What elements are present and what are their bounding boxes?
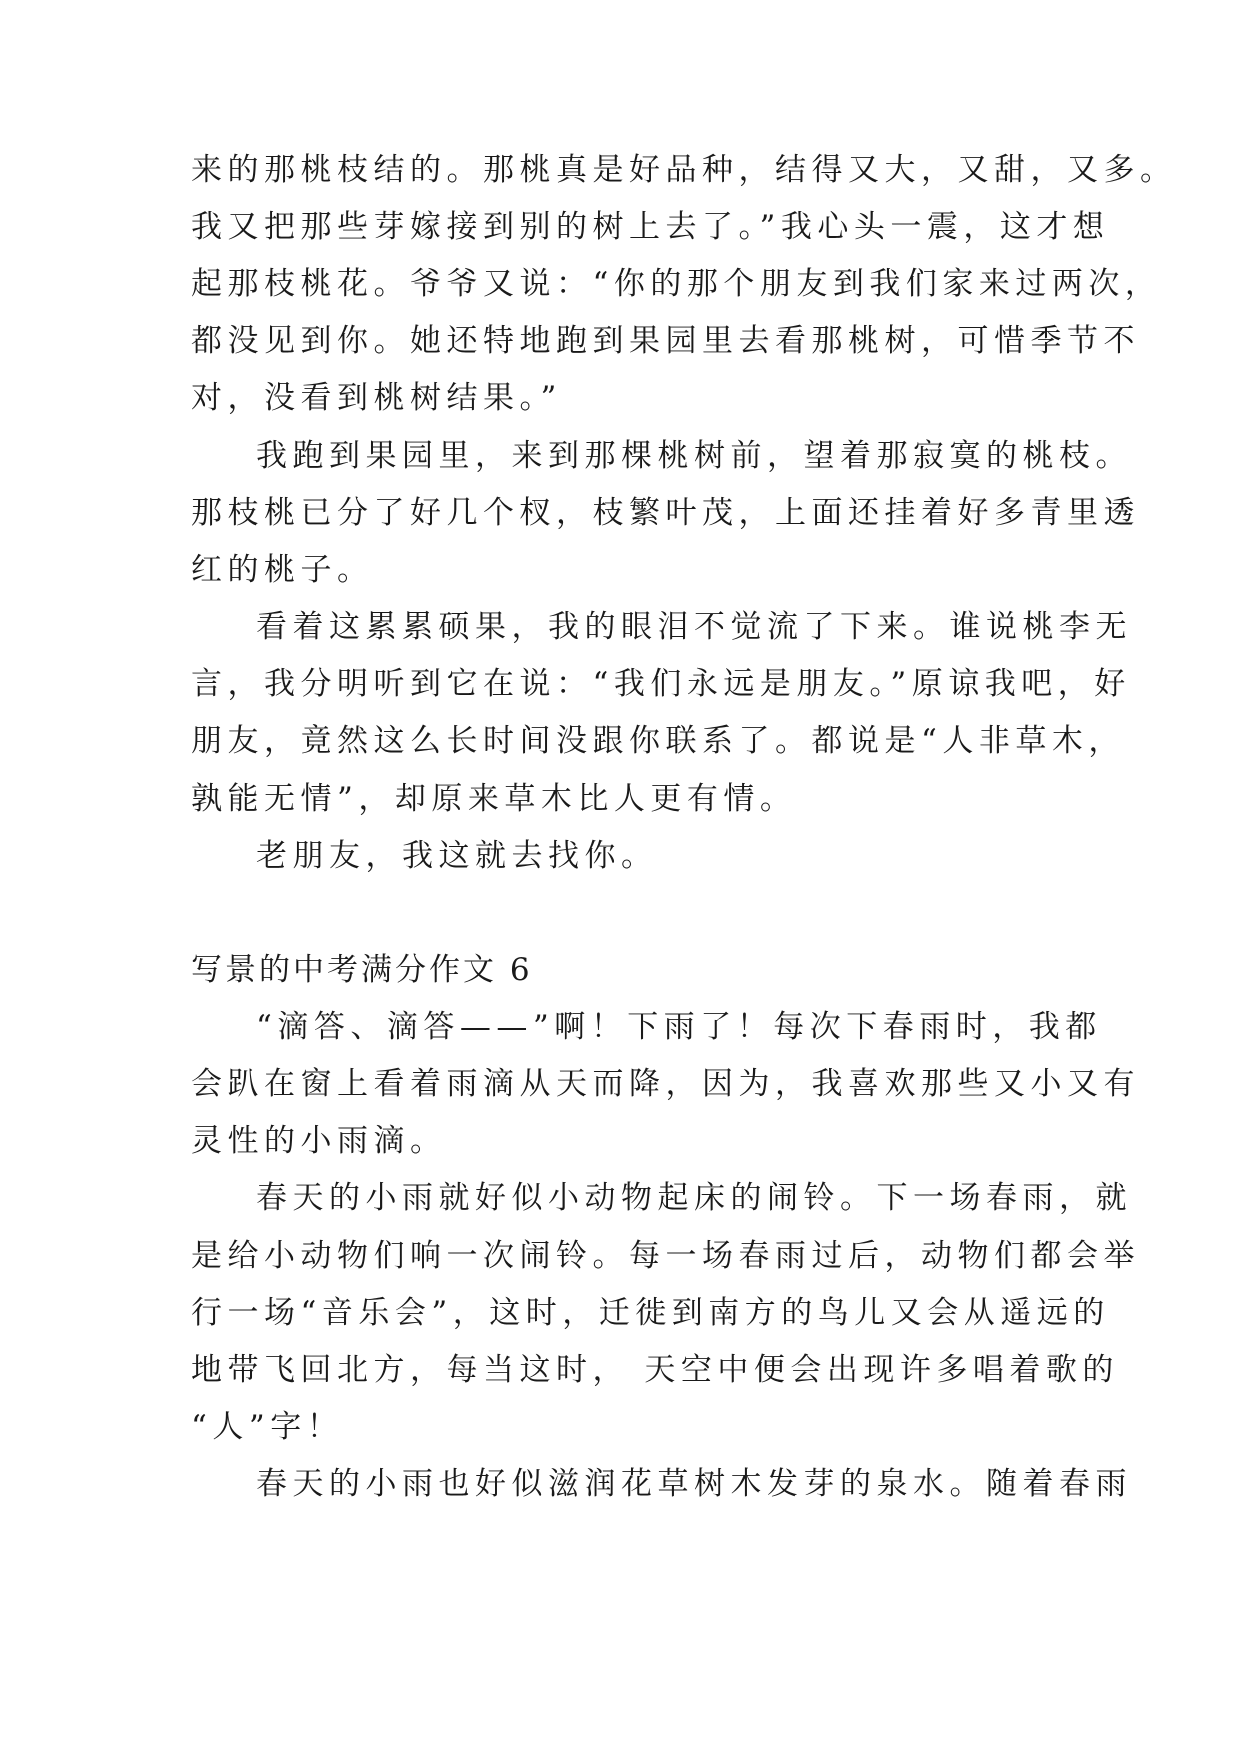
text-line: 是给小动物们响一次闹铃。每一场春雨过后，动物们都会举 — [191, 1238, 1140, 1274]
paragraph-first-line: 老朋友，我这就去找你。 — [256, 838, 658, 874]
text-line: 孰能无情”，却原来草木比人更有情。 — [191, 781, 797, 817]
text-line: 我又把那些芽嫁接到别的树上去了。”我心头一震，这才想 — [191, 209, 1110, 245]
paragraph-first-line: 我跑到果园里，来到那棵桃树前，望着那寂寞的桃枝。 — [256, 438, 1132, 474]
section-heading: 写景的中考满分作文 6 — [191, 952, 533, 988]
text-line: 都没见到你。她还特地跑到果园里去看那桃树，可惜季节不 — [191, 323, 1140, 359]
text-line: 起那枝桃花。爷爷又说：“你的那个朋友到我们家来过两次， — [191, 266, 1162, 302]
text-line: 会趴在窗上看着雨滴从天而降，因为，我喜欢那些又小又有 — [191, 1066, 1140, 1102]
text-line: “人”字！ — [191, 1409, 344, 1445]
text-line: 行一场“音乐会”，这时，迁徙到南方的鸟儿又会从遥远的 — [191, 1295, 1110, 1331]
text-line: 灵性的小雨滴。 — [191, 1123, 447, 1159]
paragraph-first-line: “滴答、滴答——”啊！下雨了！每次下春雨时，我都 — [256, 1009, 1102, 1045]
text-line: 对，没看到桃树结果。” — [191, 380, 562, 416]
text-line: 来的那桃枝结的。那桃真是好品种，结得又大，又甜，又多。 — [191, 152, 1177, 188]
paragraph-first-line: 春天的小雨也好似滋润花草树木发芽的泉水。随着春雨 — [256, 1466, 1132, 1502]
text-line: 那枝桃已分了好几个杈，枝繁叶茂，上面还挂着好多青里透 — [191, 495, 1140, 531]
text-line: 地带飞回北方，每当这时， 天空中便会出现许多唱着歌的 — [191, 1352, 1119, 1388]
text-line: 朋友，竟然这么长时间没跟你联系了。都说是“人非草木， — [191, 723, 1125, 759]
paragraph-first-line: 春天的小雨就好似小动物起床的闹铃。下一场春雨，就 — [256, 1180, 1132, 1216]
text-line: 言，我分明听到它在说：“我们永远是朋友。”原谅我吧，好 — [191, 666, 1131, 702]
text-line: 红的桃子。 — [191, 552, 374, 588]
paragraph-first-line: 看着这累累硕果，我的眼泪不觉流了下来。谁说桃李无 — [256, 609, 1132, 645]
